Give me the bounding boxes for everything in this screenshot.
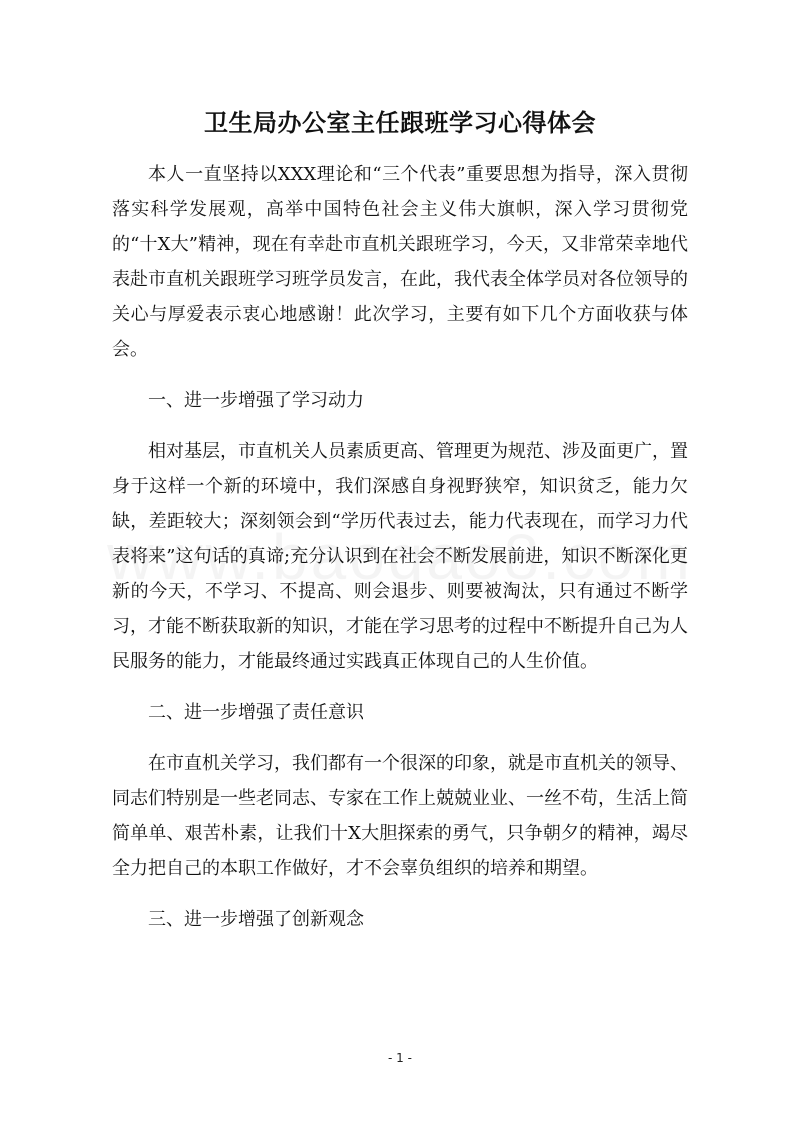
paragraph-section-1: 相对基层，市直机关人员素质更高、管理更为规范、涉及面更广，置身于这样一个新的环境中，我们深感自身视野狭窄，知识贫乏，能力欠缺，差距较大；深刻领会到“学历代表过去，能力代表现在，而学习力代表将来”这句话的真谛;充分认识到在社会不断发展前进，知识不断深化更新的今天，不学习、不提高、则会退步、则要被淘汰，只有通过不断学习，才能不断获取新的知识，才能在学习思考的过程中不断提升自己为人民服务的能力，才能最终通过实践真正体现自己的人生价值。 [112,441,688,672]
paragraph-intro: 本人一直坚持以XXX理论和“三个代表”重要思想为指导，深入贯彻落实科学发展观，高举中国特色社会主义伟大旗帜，深入学习贯彻党的“十X大”精神，现在有幸赴市直机关跟班学习，今天，又非常荣幸地代表赴市直机关跟班学习班学员发言，在此，我代表全体学员对各位领导的关心与厚爱表示衷心地感谢！此次学习，主要有如下几个方面收获与体会。 [112,164,688,360]
document-title: 卫生局办公室主任跟班学习心得体会 [204,108,596,137]
document-body [112,157,688,953]
section-heading-2: 二、进一步增强了责任意识 [148,702,364,723]
section-heading-3: 三、进一步增强了创新观念 [148,909,364,930]
paragraph-section-2: 在市直机关学习，我们都有一个很深的印象，就是市直机关的领导、同志们特别是一些老同志、专家在工作上兢兢业业、一丝不苟，生活上简简单单、艰苦朴素，让我们十X大胆探索的勇气，只争朝夕的精神，竭尽全力把自己的本职工作做好，才不会辜负组织的培养和期望。 [112,753,688,879]
page-number: - 1 - [388,1051,412,1065]
section-heading-1: 一、进一步增强了学习动力 [148,390,364,411]
